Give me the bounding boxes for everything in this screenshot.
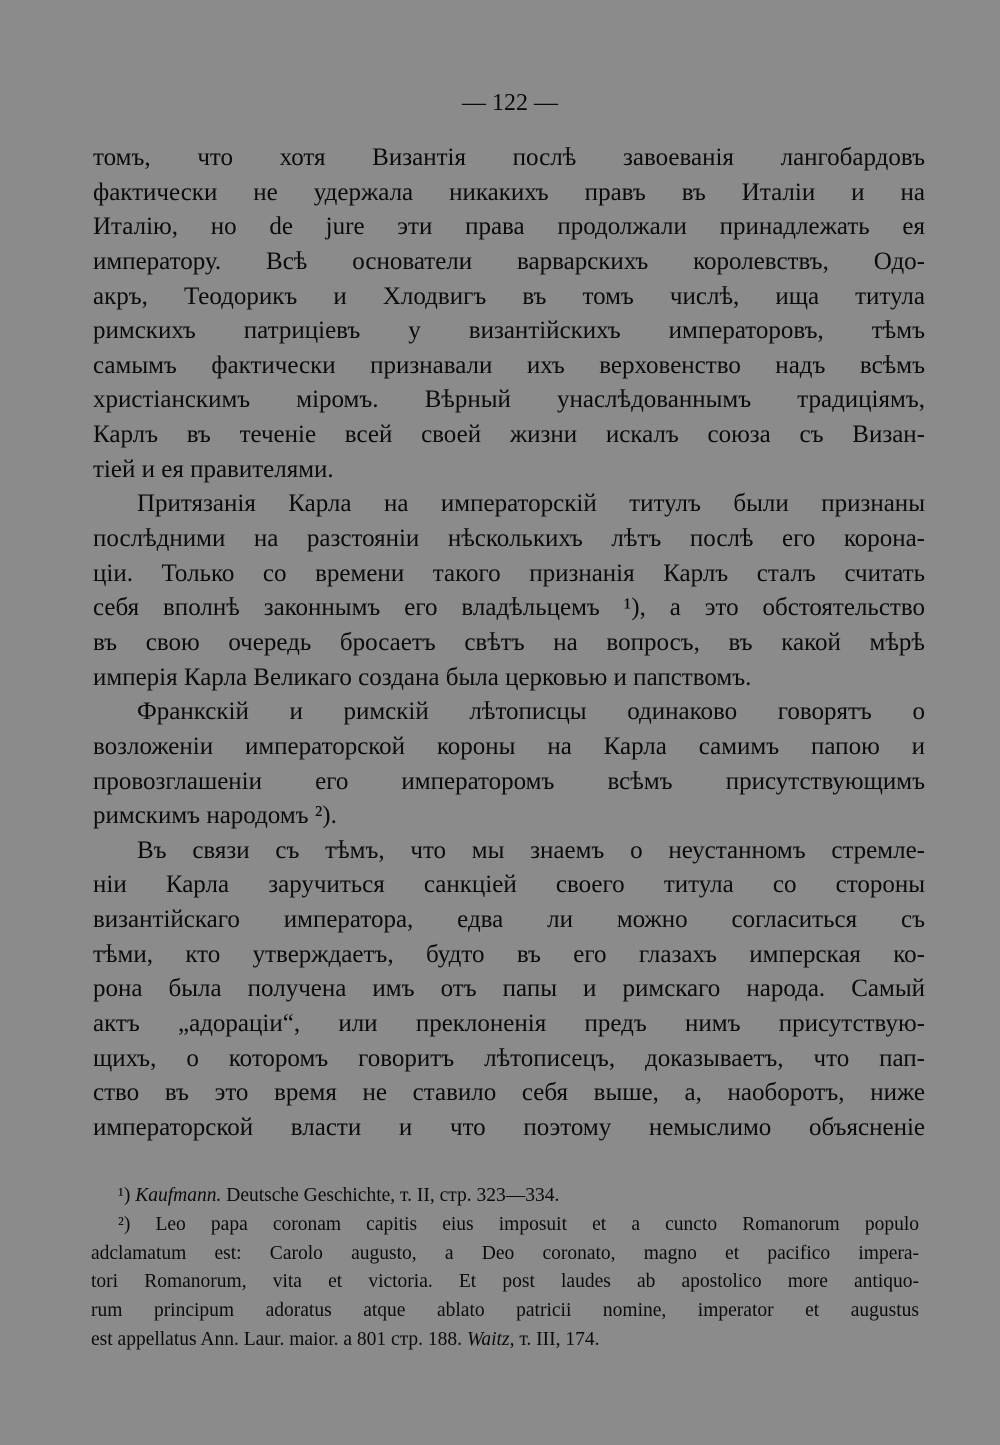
footnote-text: est appellatus Ann. Laur. maior. a 801 стр. 188.: [91, 1328, 463, 1350]
text-line: томъ, что хотя Византія послѣ завоеванія лангобардовъ: [93, 144, 925, 171]
footnote-line: adclamatum est: Carolo augusto, a Deo coronato, magno et pacifico impera-: [91, 1242, 919, 1264]
text-line: Въ связи съ тѣмъ, что мы знаемъ о неустанномъ стремле-: [137, 836, 925, 864]
footnote-2: [91, 1211, 919, 1355]
text-line: христіанскимъ міромъ. Вѣрный унаслѣдованнымъ традиціямъ,: [93, 386, 925, 414]
page-body: [93, 141, 925, 1146]
text-line: акръ, Теодорикъ и Хлодвигъ въ томъ числѣ, ища титула: [93, 282, 925, 310]
footnote-line: [91, 1326, 919, 1355]
text-line: римскимъ народомъ ²).: [93, 802, 337, 830]
paragraph: [93, 487, 925, 695]
text-line: императорской власти и что поэтому немыслимо объясненіе: [93, 1113, 925, 1141]
text-line: Карлъ въ теченіе всей своей жизни искалъ союза съ Визан-: [93, 421, 925, 449]
text-line: императору. Всѣ основатели варварскихъ королевствъ, Одо-: [93, 247, 925, 275]
page-number: — 122 —: [462, 90, 558, 116]
text-line: тіей и ея правителями.: [93, 455, 334, 483]
footnote-line: [91, 1211, 919, 1240]
text-line: римскихъ патриціевъ у византійскихъ императоровъ, тѣмъ: [93, 317, 925, 345]
footnote-author: Kaufmann.: [135, 1185, 222, 1206]
text-line: ціи. Только со времени такого признанія Карлъ сталъ считать: [93, 559, 925, 587]
text-line: фактически не удержала никакихъ правъ въ Италіи и на: [93, 178, 925, 206]
footnote-source-author: Waitz: [466, 1328, 510, 1350]
text-line: себя вполнѣ законнымъ его владѣльцемъ ¹), а это обстоятельство: [93, 594, 925, 622]
footnote-text: Deutsche Geschichte, т. II, стр. 323—334.: [226, 1185, 560, 1206]
footnote-line: rum principum adoratus atque ablato patricii nomine, imperator et augustus: [91, 1300, 919, 1322]
paragraph: [93, 834, 925, 1146]
text-line: рона была получена имъ отъ папы и римскаго народа. Самый: [93, 975, 925, 1003]
text-line: византійскаго императора, едва ли можно согласиться съ: [93, 906, 925, 934]
text-line: провозглашеніи его императоромъ всѣмъ присутствующимъ: [93, 767, 925, 795]
text-line: самымъ фактически признавали ихъ верховенство надъ всѣмъ: [93, 351, 925, 379]
text-line: возложеніи императорской короны на Карла самимъ папою и: [93, 732, 925, 760]
footnote-1: [91, 1182, 919, 1211]
footnote-source-ref: , т. III, 174.: [509, 1328, 600, 1350]
text-line: тѣми, кто утверждаетъ, будто въ его глазахъ имперская ко-: [93, 940, 925, 968]
text-line: въ свою очередь бросаетъ свѣтъ на вопросъ, въ какой мѣрѣ: [93, 628, 925, 656]
footnote-line: [91, 1182, 919, 1211]
text-line: ніи Карла заручиться санкціей своего титула со стороны: [93, 871, 925, 899]
text-line: Притязанія Карла на императорскій титулъ были признаны: [137, 490, 925, 518]
footnote-text: Leo papa coronam capitis eius imposuit et a cuncto Romanorum populo: [155, 1213, 919, 1235]
paragraph: [93, 695, 925, 834]
footnote-marker: ²): [118, 1213, 131, 1235]
text-line: ство въ это время не ставило себя выше, а, наоборотъ, ниже: [93, 1079, 925, 1107]
text-line: щихъ, о которомъ говоритъ лѣтописецъ, доказываетъ, что пап-: [93, 1044, 925, 1072]
footnote-line: tori Romanorum, vita et victoria. Et post laudes ab apostolico more antiquo-: [91, 1271, 919, 1293]
footnotes: [91, 1182, 919, 1355]
text-line: актъ „адораціи“, или преклоненія предъ нимъ присутствую-: [93, 1010, 925, 1038]
text-line: Италію, но de jure эти права продолжали принадлежать ея: [93, 213, 925, 241]
text-line: послѣдними на разстояніи нѣсколькихъ лѣтъ послѣ его корона-: [93, 525, 925, 553]
text-line: имперія Карла Великаго создана была церковью и папствомъ.: [93, 663, 752, 691]
paragraph: [93, 141, 925, 487]
text-line: Франкскій и римскій лѣтописцы одинаково говорятъ о: [137, 698, 925, 726]
footnote-marker: ¹): [118, 1185, 131, 1206]
